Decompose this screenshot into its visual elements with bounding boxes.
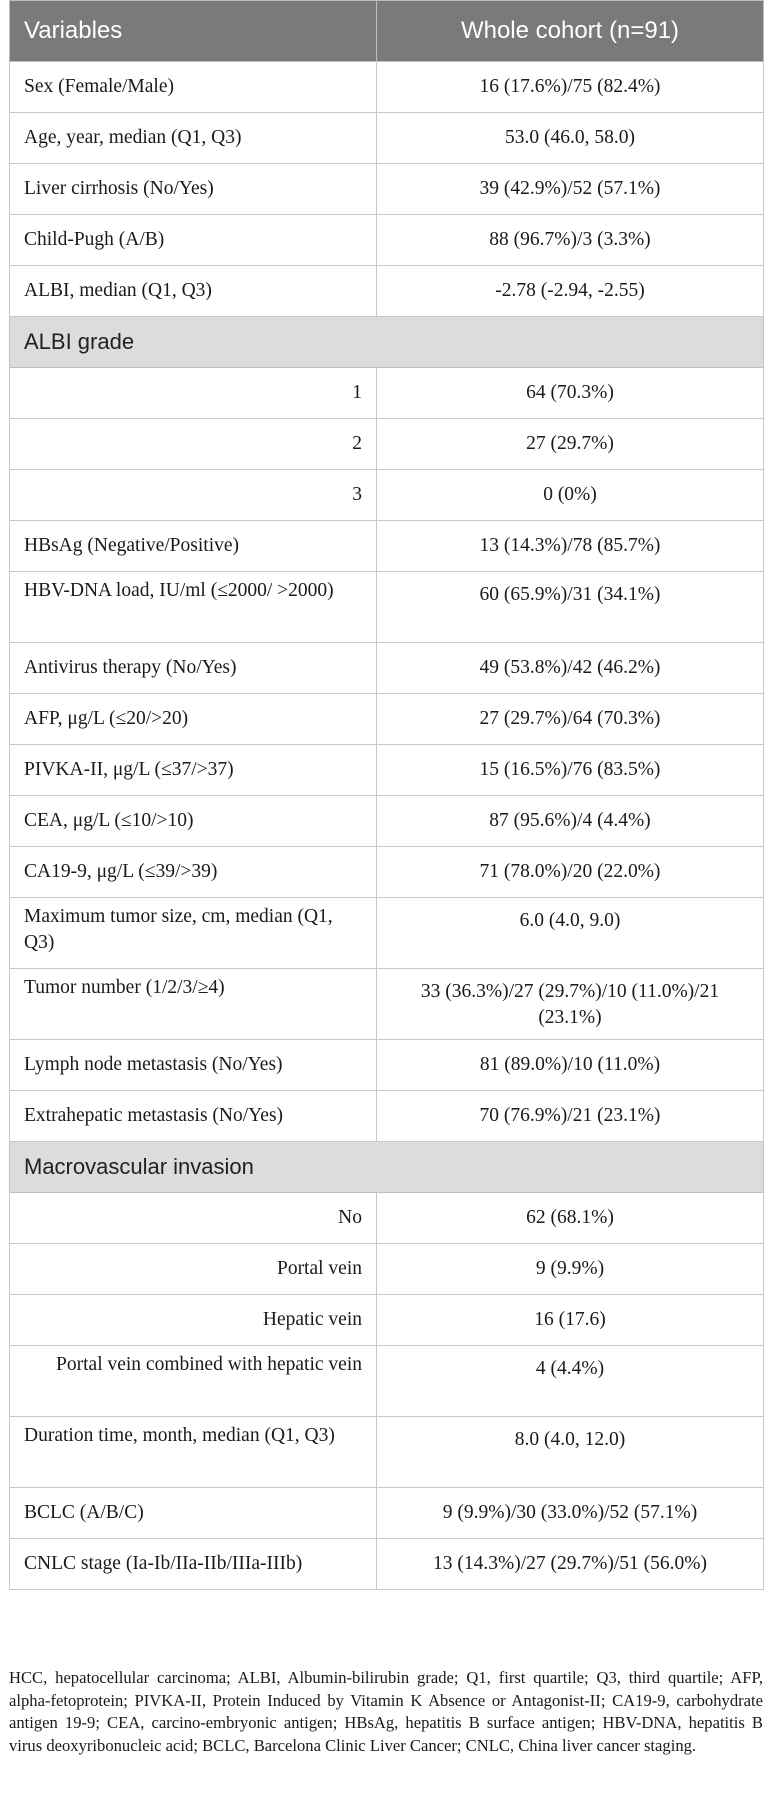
- variable-label: BCLC (A/B/C): [10, 1488, 377, 1539]
- cohort-value: 9 (9.9%): [377, 1244, 764, 1295]
- variable-label: Sex (Female/Male): [10, 62, 377, 113]
- table-subrow: [10, 470, 764, 521]
- variable-label: CA19-9, μg/L (≤39/>39): [10, 847, 377, 898]
- cohort-value: 87 (95.6%)/4 (4.4%): [377, 796, 764, 847]
- table-subrow: [10, 419, 764, 470]
- cohort-value: 53.0 (46.0, 58.0): [377, 113, 764, 164]
- cohort-value: 13 (14.3%)/78 (85.7%): [377, 521, 764, 572]
- variable-label: ALBI, median (Q1, Q3): [10, 266, 377, 317]
- variable-label: PIVKA-II, μg/L (≤37/>37): [10, 745, 377, 796]
- variable-label: 3: [10, 470, 377, 521]
- variable-label: Liver cirrhosis (No/Yes): [10, 164, 377, 215]
- table-row: [10, 969, 764, 1040]
- table-subrow: [10, 1346, 764, 1417]
- table-subrow: [10, 1244, 764, 1295]
- table-row: [10, 694, 764, 745]
- table-row: [10, 1417, 764, 1488]
- cohort-value: 16 (17.6): [377, 1295, 764, 1346]
- table-row: [10, 164, 764, 215]
- table-container: [9, 0, 763, 1590]
- section-header-row: [10, 317, 764, 368]
- table-row: [10, 1539, 764, 1590]
- variable-label: HBV-DNA load, IU/ml (≤2000/ >2000): [10, 572, 377, 643]
- table-row: [10, 796, 764, 847]
- variable-label: CEA, μg/L (≤10/>10): [10, 796, 377, 847]
- cohort-value: 70 (76.9%)/21 (23.1%): [377, 1091, 764, 1142]
- variable-label: Portal vein: [10, 1244, 377, 1295]
- variable-label: Child-Pugh (A/B): [10, 215, 377, 266]
- table-row: [10, 521, 764, 572]
- table-subrow: [10, 368, 764, 419]
- variable-label: Hepatic vein: [10, 1295, 377, 1346]
- table-header-row: [10, 1, 764, 62]
- table-row: [10, 898, 764, 969]
- variable-label: Lymph node metastasis (No/Yes): [10, 1040, 377, 1091]
- table-row: [10, 1091, 764, 1142]
- table-row: [10, 215, 764, 266]
- table-footnote: HCC, hepatocellular carcinoma; ALBI, Albumin-bilirubin grade; Q1, first quartile; Q3, third quartile; AFP, alpha-fetoprotein; PIVKA-II, Protein Induced by Vitamin K Absence or Antagonist-II; CA19-9, carbohydrate antigen 19-9; CEA, carcino-embryonic antigen; HBsAg, hepatitis B surface antigen; HBV-DNA, hepatitis B virus deoxyribonucleic acid; BCLC, Barcelona Clinic Liver Cancer; CNLC, China liver cancer staging.: [9, 1668, 763, 1755]
- variable-label: 2: [10, 419, 377, 470]
- variable-label: AFP, μg/L (≤20/>20): [10, 694, 377, 745]
- table-subrow: [10, 1295, 764, 1346]
- variable-label: 1: [10, 368, 377, 419]
- cohort-value: -2.78 (-2.94, -2.55): [377, 266, 764, 317]
- table-subrow: [10, 1193, 764, 1244]
- table-row: [10, 266, 764, 317]
- cohort-value: 88 (96.7%)/3 (3.3%): [377, 215, 764, 266]
- cohort-table: [9, 0, 764, 1590]
- table-row: [10, 572, 764, 643]
- table-row: [10, 1488, 764, 1539]
- variable-label: Maximum tumor size, cm, median (Q1, Q3): [10, 898, 377, 969]
- variable-label: Portal vein combined with hepatic vein: [10, 1346, 377, 1417]
- cohort-value: 33 (36.3%)/27 (29.7%)/10 (11.0%)/21 (23.1%): [377, 969, 764, 1040]
- variable-label: Duration time, month, median (Q1, Q3): [10, 1417, 377, 1488]
- cohort-value: 6.0 (4.0, 9.0): [377, 898, 764, 969]
- cohort-value: 39 (42.9%)/52 (57.1%): [377, 164, 764, 215]
- variable-label: Antivirus therapy (No/Yes): [10, 643, 377, 694]
- header-whole-cohort: Whole cohort (n=91): [377, 1, 764, 62]
- cohort-value: 9 (9.9%)/30 (33.0%)/52 (57.1%): [377, 1488, 764, 1539]
- table-row: [10, 62, 764, 113]
- section-header-row: [10, 1142, 764, 1193]
- variable-label: Tumor number (1/2/3/≥4): [10, 969, 377, 1040]
- section-title: ALBI grade: [10, 317, 764, 368]
- cohort-value: 71 (78.0%)/20 (22.0%): [377, 847, 764, 898]
- header-variables: Variables: [10, 1, 377, 62]
- variable-label: Extrahepatic metastasis (No/Yes): [10, 1091, 377, 1142]
- table-row: [10, 643, 764, 694]
- table-row: [10, 847, 764, 898]
- variable-label: CNLC stage (Ia-Ib/IIa-IIb/IIIa-IIIb): [10, 1539, 377, 1590]
- cohort-value: 8.0 (4.0, 12.0): [377, 1417, 764, 1488]
- cohort-value: 60 (65.9%)/31 (34.1%): [377, 572, 764, 643]
- table-row: [10, 113, 764, 164]
- cohort-value: 81 (89.0%)/10 (11.0%): [377, 1040, 764, 1091]
- table-row: [10, 1040, 764, 1091]
- table-body: [10, 62, 764, 1590]
- cohort-value: 16 (17.6%)/75 (82.4%): [377, 62, 764, 113]
- variable-label: No: [10, 1193, 377, 1244]
- cohort-value: 49 (53.8%)/42 (46.2%): [377, 643, 764, 694]
- cohort-value: 64 (70.3%): [377, 368, 764, 419]
- cohort-value: 62 (68.1%): [377, 1193, 764, 1244]
- cohort-value: 15 (16.5%)/76 (83.5%): [377, 745, 764, 796]
- variable-label: Age, year, median (Q1, Q3): [10, 113, 377, 164]
- table-row: [10, 745, 764, 796]
- cohort-value: 27 (29.7%)/64 (70.3%): [377, 694, 764, 745]
- cohort-value: 27 (29.7%): [377, 419, 764, 470]
- section-title: Macrovascular invasion: [10, 1142, 764, 1193]
- cohort-value: 13 (14.3%)/27 (29.7%)/51 (56.0%): [377, 1539, 764, 1590]
- cohort-value: 0 (0%): [377, 470, 764, 521]
- variable-label: HBsAg (Negative/Positive): [10, 521, 377, 572]
- cohort-value: 4 (4.4%): [377, 1346, 764, 1417]
